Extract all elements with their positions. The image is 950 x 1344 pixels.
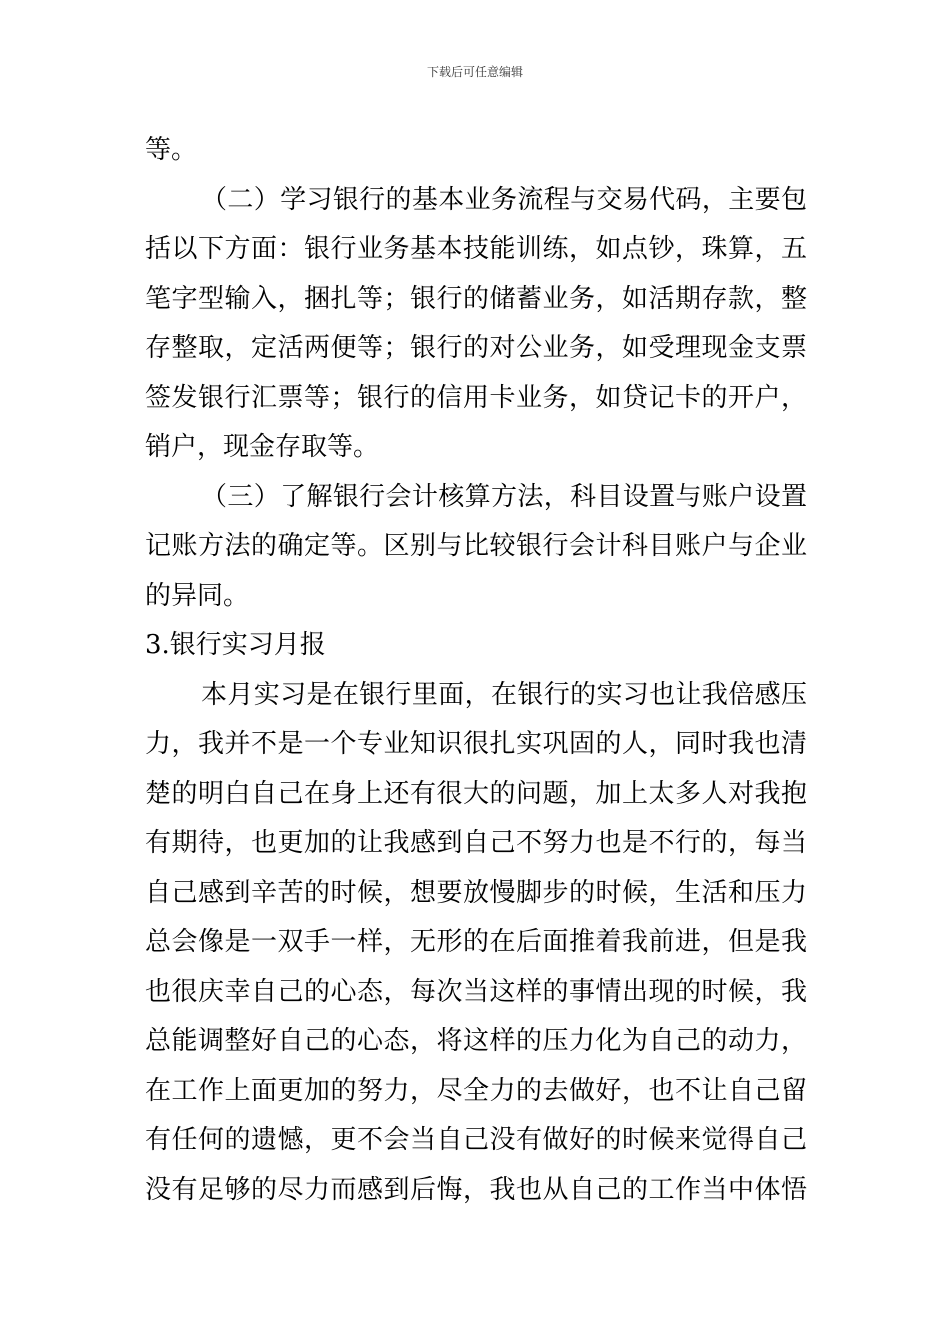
- text-line: 有期待，也更加的让我感到自己不努力也是不行的，每当: [145, 828, 807, 858]
- section-heading: 3.银行实习月报: [145, 630, 326, 660]
- text-line: 总能调整好自己的心态，将这样的压力化为自己的动力，: [145, 1026, 807, 1056]
- paragraph-start-line: （三）了解银行会计核算方法，科目设置与账户设置: [201, 481, 807, 512]
- text-line: 在工作上面更加的努力，尽全力的去做好，也不让自己留: [145, 1075, 807, 1106]
- text-line: 笔字型输入，捆扎等；银行的储蓄业务，如活期存款，整: [145, 283, 807, 314]
- paragraph-start-line: 本月实习是在银行里面，在银行的实习也让我倍感压: [201, 679, 807, 710]
- paragraph-start-line: （二）学习银行的基本业务流程与交易代码，主要包: [201, 184, 807, 215]
- text-line: 有任何的遗憾，更不会当自己没有做好的时候来觉得自己: [145, 1125, 807, 1155]
- text-line: 自己感到辛苦的时候，想要放慢脚步的时候，生活和压力: [145, 877, 807, 908]
- document-body: [145, 126, 807, 1215]
- text-line: 也很庆幸自己的心态，每次当这样的事情出现的时候，我: [145, 976, 807, 1007]
- text-line: 存整取，定活两便等；银行的对公业务，如受理现金支票: [145, 333, 807, 363]
- text-line: 记账方法的确定等。区别与比较银行会计科目账户与企业: [145, 531, 807, 561]
- text-line: 总会像是一双手一样，无形的在后面推着我前进，但是我: [145, 927, 807, 957]
- text-line: 楚的明白自己在身上还有很大的问题，加上太多人对我抱: [145, 778, 807, 809]
- text-line: 括以下方面：银行业务基本技能训练，如点钞，珠算，五: [145, 234, 807, 264]
- text-line: 没有足够的尽力而感到后悔，我也从自己的工作当中体悟: [145, 1174, 807, 1205]
- page-header: 下载后可任意编辑: [426, 65, 523, 79]
- text-line: 力，我并不是一个专业知识很扎实巩固的人，同时我也清: [145, 729, 807, 759]
- text-line: 签发银行汇票等；银行的信用卡业务，如贷记卡的开户，: [145, 382, 807, 413]
- text-line: 的异同。: [145, 580, 250, 611]
- text-line: 销户，现金存取等。: [145, 432, 380, 462]
- text-line: 等。: [145, 135, 198, 165]
